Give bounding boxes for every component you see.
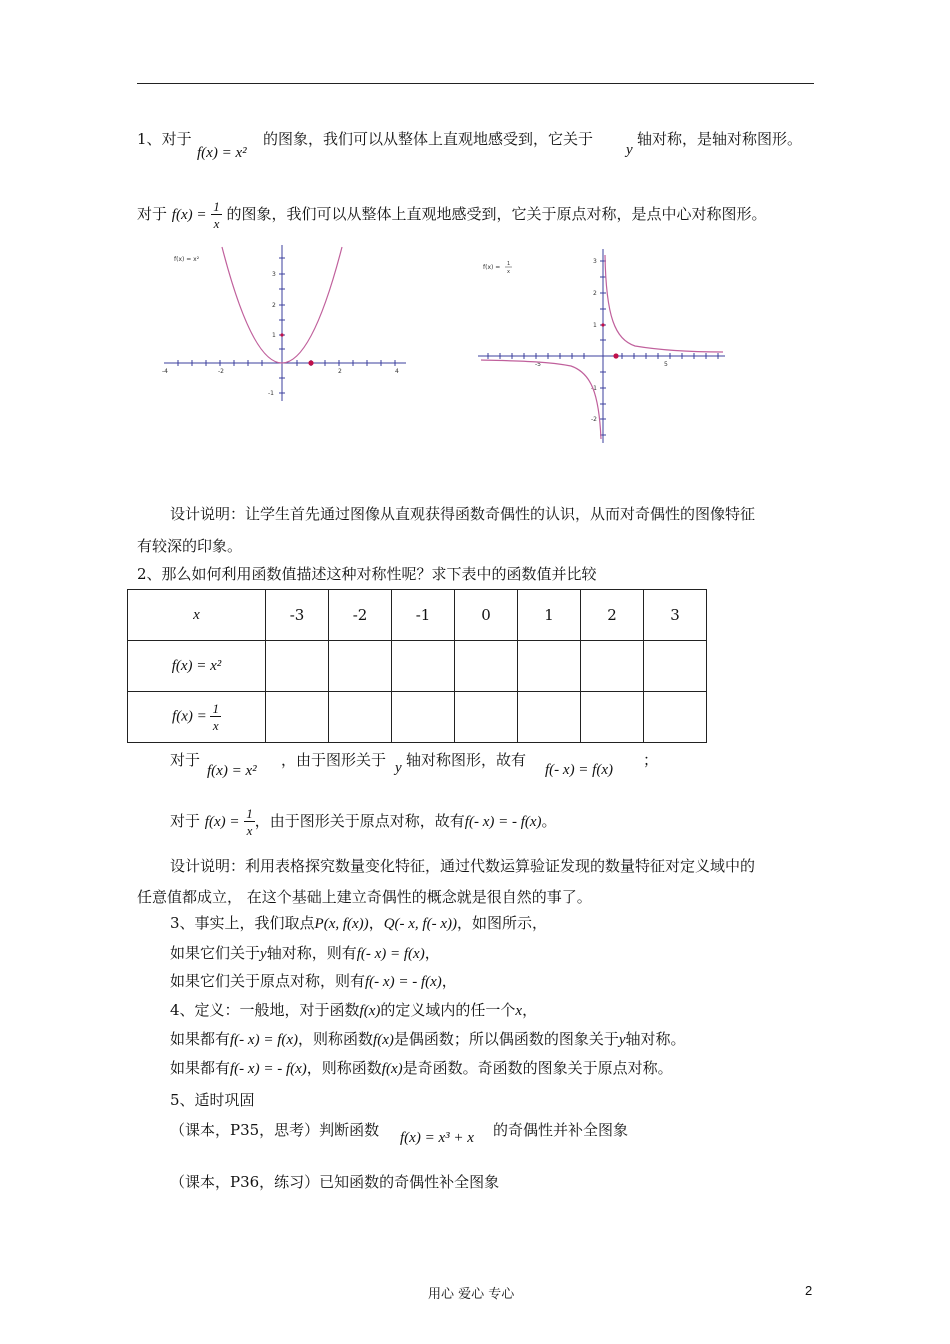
formula-odd: f(- x) = - f(x) xyxy=(464,814,542,830)
fraction-den: x xyxy=(246,823,253,838)
fraction xyxy=(211,200,222,230)
reciprocal-branch-positive xyxy=(605,255,723,352)
x-tick-label: -5 xyxy=(535,361,541,368)
after-table-line1-prefix: 对于 xyxy=(170,751,201,769)
var-y: y xyxy=(260,946,267,962)
y-tick-label: 2 xyxy=(593,290,597,297)
after-table-line1-mid: ，由于图形关于 xyxy=(281,751,387,769)
table-cell[interactable] xyxy=(455,692,518,743)
point-marker xyxy=(308,360,313,365)
var-y: y xyxy=(395,760,402,776)
section-sep: 、 xyxy=(146,130,162,148)
text: ，由于图形关于原点对称，故有 xyxy=(254,812,465,830)
section3-line2 xyxy=(170,942,440,963)
design-note2-line1: 设计说明：利用表格探究数量变化特征，通过代数运算验证发现的数量特征对定义域中的 xyxy=(170,857,756,875)
point-marker xyxy=(613,353,618,358)
y-tick-label: 1 xyxy=(593,322,597,329)
text: 如果它们关于原点对称，则有 xyxy=(170,972,366,990)
text: ，则称函数 xyxy=(306,1059,382,1077)
table-header-cell: -1 xyxy=(392,590,455,641)
text: 对于 xyxy=(137,205,168,223)
fraction-den: x xyxy=(212,718,219,733)
y-tick-label: 3 xyxy=(272,271,276,278)
graph-label: f(x) = x² xyxy=(174,256,200,263)
y-tick-label: 1 xyxy=(272,332,276,339)
y-tick-label: 3 xyxy=(593,258,597,265)
x-tick-label: 4 xyxy=(395,368,399,375)
header-rule xyxy=(137,83,814,84)
table-cell[interactable] xyxy=(518,692,581,743)
reciprocal-branch-negative xyxy=(481,360,601,439)
text: 是奇函数。奇函数的图象关于原点对称。 xyxy=(402,1059,673,1077)
table-cell[interactable] xyxy=(329,641,392,692)
table-header-cell: 0 xyxy=(455,590,518,641)
var-y: y xyxy=(626,142,633,158)
formula-square: f(x) = x² xyxy=(207,763,257,779)
section1-line1-mid: 的图象，我们可以从整体上直观地感受到，它关于 xyxy=(263,130,594,148)
section1-line2 xyxy=(137,200,767,230)
point-q: Q(- x, f(- x)) xyxy=(383,916,457,932)
design-note2-line2: 任意值都成立， 在这个基础上建立奇偶性的概念就是很自然的事了。 xyxy=(137,888,592,906)
formula-odd: f(- x) = - f(x) xyxy=(365,974,442,990)
graph-label: f(x) = xyxy=(483,264,501,271)
text: 如果都有 xyxy=(170,1059,231,1077)
text: 轴对称。 xyxy=(625,1030,686,1048)
section1-line1-end: 轴对称，是轴对称图形。 xyxy=(637,130,803,148)
table-cell[interactable] xyxy=(392,641,455,692)
text: ， xyxy=(522,1001,538,1019)
value-table xyxy=(127,589,707,743)
func-f: f(x) xyxy=(373,1032,394,1048)
text: 。 xyxy=(541,812,557,830)
table-header-cell: -2 xyxy=(329,590,392,641)
text: 轴对称，则有 xyxy=(266,944,357,962)
graph-label-den: x xyxy=(507,269,510,275)
fraction-num: 1 xyxy=(212,701,219,716)
table-cell[interactable] xyxy=(329,692,392,743)
text: 是偶函数；所以偶函数的图象关于 xyxy=(393,1030,619,1048)
text: ， xyxy=(368,914,384,932)
graph-label-num: 1 xyxy=(507,261,511,267)
section4-line3 xyxy=(170,1057,673,1078)
after-table-line2 xyxy=(170,807,557,837)
x-tick-label: 2 xyxy=(338,368,342,375)
point-marker xyxy=(601,323,604,326)
table-header-cell: 3 xyxy=(644,590,707,641)
y-tick-label: -1 xyxy=(268,390,274,397)
table-cell[interactable] xyxy=(644,692,707,743)
table-cell[interactable] xyxy=(644,641,707,692)
y-tick-label: -1 xyxy=(591,385,597,392)
section2-heading: 2、那么如何利用函数值描述这种对称性呢？求下表中的函数值并比较 xyxy=(137,565,597,583)
fraction-num: 1 xyxy=(246,806,253,821)
formula-recip-lhs: f(x) = xyxy=(204,814,240,830)
formula-cubic: f(x) = x³ + x xyxy=(400,1130,474,1146)
point-marker xyxy=(280,333,283,336)
table-row-label xyxy=(128,692,266,743)
y-tick-label: 2 xyxy=(272,302,276,309)
table-cell[interactable] xyxy=(266,692,329,743)
formula-even: f(- x) = f(x) xyxy=(545,762,613,778)
section5-heading: 5、适时巩固 xyxy=(170,1091,255,1109)
text: 如果都有 xyxy=(170,1030,231,1048)
text: 的图象，我们可以从整体上直观地感受到，它关于原点对称，是点中心对称图形。 xyxy=(226,205,767,223)
table-row xyxy=(128,641,707,692)
after-table-line1-mid2: 轴对称图形，故有 xyxy=(406,751,527,769)
text: 对于 xyxy=(170,812,201,830)
text: ， xyxy=(441,972,457,990)
section5-line2: （课本，P36，练习）已知函数的奇偶性补全图象 xyxy=(170,1173,500,1191)
formula-even: f(- x) = f(x) xyxy=(356,946,425,962)
table-header-x: x xyxy=(128,590,266,641)
table-cell[interactable] xyxy=(581,692,644,743)
design-note1-line1: 设计说明：让学生首先通过图像从直观获得函数奇偶性的认识，从而对奇偶性的图像特征 xyxy=(170,505,756,523)
text: ，则称函数 xyxy=(298,1030,374,1048)
section5-line1-a: （课本，P35，思考）判断函数 xyxy=(170,1121,380,1139)
table-row-label: f(x) = x² xyxy=(128,641,266,692)
table-cell[interactable] xyxy=(518,641,581,692)
text: 的定义域内的任一个 xyxy=(380,1001,516,1019)
y-tick-label: -2 xyxy=(591,416,597,423)
table-cell[interactable] xyxy=(455,641,518,692)
formula-square: f(x) = x² xyxy=(197,145,247,161)
text: 3、事实上，我们取点 xyxy=(170,914,315,932)
page-number: 2 xyxy=(805,1283,813,1298)
text: 4、定义：一般地，对于函数 xyxy=(170,1001,360,1019)
table-cell[interactable] xyxy=(581,641,644,692)
text: ，如图所示， xyxy=(457,914,548,932)
fraction xyxy=(244,807,255,837)
formula-recip-lhs: f(x) = xyxy=(171,207,207,223)
text: 对于 xyxy=(161,130,192,148)
fraction-num: 1 xyxy=(213,199,220,214)
section4-line2 xyxy=(170,1028,686,1049)
after-table-line1-end: ； xyxy=(643,751,659,769)
graph-square xyxy=(160,243,410,403)
text: 如果它们关于 xyxy=(170,944,261,962)
footer-text: 用心 爱心 专心 xyxy=(428,1287,515,1302)
table-cell[interactable] xyxy=(392,692,455,743)
func-f: f(x) xyxy=(359,1003,381,1019)
section4-line1 xyxy=(170,999,537,1020)
table-cell[interactable] xyxy=(266,641,329,692)
var-x: x xyxy=(515,1003,523,1019)
design-note1-line2: 有较深的印象。 xyxy=(137,537,243,555)
fraction-den: x xyxy=(213,216,220,231)
table-row xyxy=(128,692,707,743)
section3-line3 xyxy=(170,970,457,991)
fraction xyxy=(210,702,221,732)
formula-even: f(- x) = f(x) xyxy=(230,1032,299,1048)
text: ， xyxy=(424,944,440,962)
point-p: P(x, f(x)) xyxy=(314,916,369,932)
table-header-cell: 1 xyxy=(518,590,581,641)
x-tick-label: -4 xyxy=(162,368,168,375)
section1-line1 xyxy=(137,128,192,149)
row-label-lhs: f(x) = xyxy=(172,708,207,725)
section-number: 1 xyxy=(137,130,147,148)
func-f: f(x) xyxy=(381,1061,403,1077)
section3-line1 xyxy=(170,912,547,933)
table-header-cell: 2 xyxy=(581,590,644,641)
graph-reciprocal xyxy=(475,247,730,447)
table-header-row xyxy=(128,590,707,641)
table-header-cell: -3 xyxy=(266,590,329,641)
x-tick-label: -2 xyxy=(218,368,224,375)
section5-line1-b: 的奇偶性并补全图象 xyxy=(493,1121,629,1139)
formula-odd: f(- x) = - f(x) xyxy=(230,1061,307,1077)
var-y: y xyxy=(618,1032,626,1048)
x-tick-label: 5 xyxy=(664,361,668,368)
